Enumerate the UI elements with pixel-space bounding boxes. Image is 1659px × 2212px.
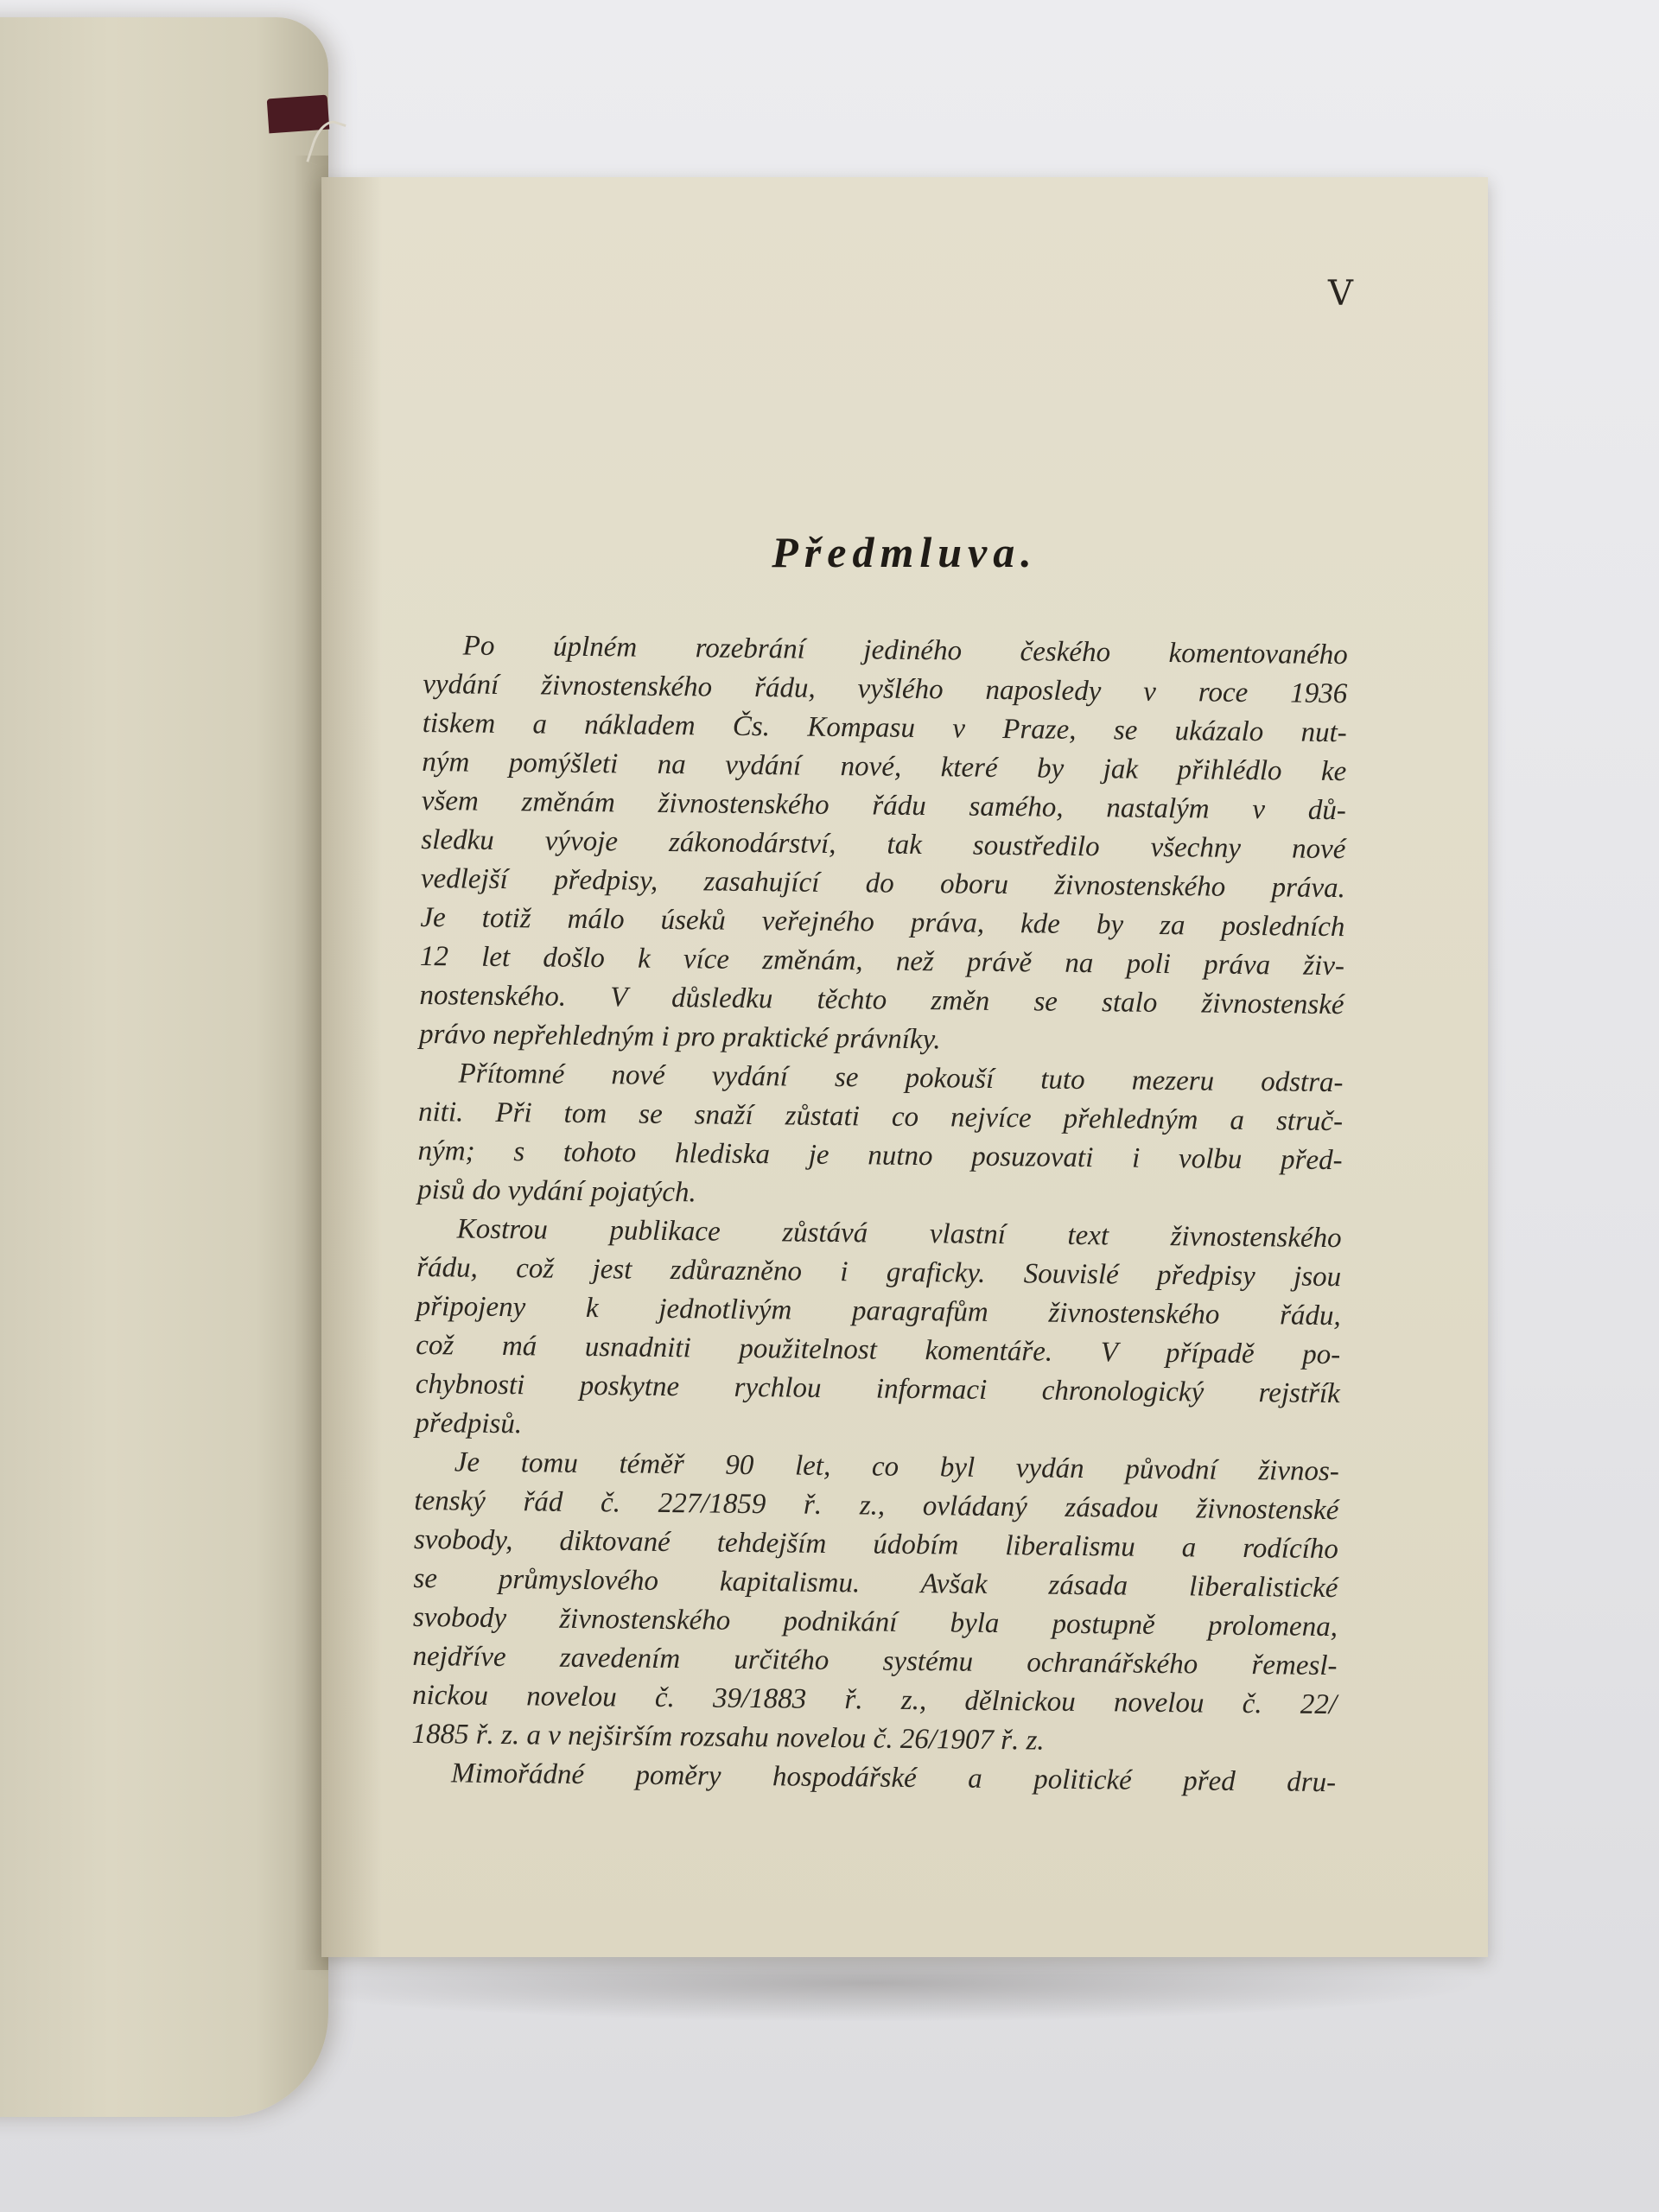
text-line: 1885 ř. z. a v nejširším rozsahu novelou č. 26/1907 ř. z. [411, 1718, 1045, 1757]
preface-text [411, 626, 1348, 1802]
paragraph [415, 1210, 1342, 1452]
text-line: sledku vývoje zákonodárství, tak soustředilo všechny nové [421, 823, 1346, 866]
text-line: pisů do vydání pojatých. [416, 1173, 696, 1209]
text-line: vydání živnostenského řádu, vyšlého naposledy v roce 1936 [423, 668, 1348, 710]
text-line: právo nepřehledným i pro praktické právníky. [418, 1018, 941, 1056]
page-number: V [1328, 274, 1353, 314]
left-page [0, 17, 328, 2117]
text-line: chybnosti poskytne rychlou informaci chronologický rejstřík [415, 1368, 1340, 1410]
text-line: Je totiž málo úseků veřejného práva, kde by za posledních [420, 901, 1345, 944]
text-line: Je tomu téměř 90 let, co byl vydán původní živnos- [454, 1446, 1340, 1488]
text-line: všem změnám živnostenského řádu samého, nastalým v dů- [421, 785, 1347, 827]
text-line: připojeny k jednotlivým paragrafům živnostenského řádu, [416, 1290, 1341, 1332]
text-line: tenský řád č. 227/1859 ř. z., ovládaný zásadou živnostenské [414, 1484, 1339, 1527]
text-line: niti. Při tom se snaží zůstati co nejvíce přehledným a struč- [417, 1096, 1344, 1138]
text-line: Po úplném rozebrání jediného českého komentovaného [462, 630, 1348, 671]
text-line: Mimořádné poměry hospodářské a politické před dru- [450, 1758, 1337, 1799]
text-line: tiskem a nákladem Čs. Kompasu v Praze, se ukázalo nut- [422, 707, 1347, 749]
text-line: vedlejší předpisy, zasahující do oboru živnostenského práva. [420, 862, 1346, 905]
paragraph [419, 626, 1348, 1064]
text-line: se průmyslového kapitalismu. Avšak zásada liberalistické [413, 1562, 1338, 1605]
text-line: svobody živnostenského podnikání byla postupně prolomena, [412, 1601, 1338, 1643]
text-line: nickou novelou č. 39/1883 ř. z., dělnickou novelou č. 22/ [411, 1679, 1338, 1721]
text-line: což má usnadniti použitelnost komentáře. V případě po- [416, 1329, 1341, 1371]
right-page [321, 177, 1488, 1957]
text-line: nostenského. V důsledku těchto změn se stalo živnostenské [419, 979, 1344, 1021]
page-title: Předmluva. [772, 528, 1038, 576]
text-line: nejdříve zavedením určitého systému ochranářského řemesl- [412, 1640, 1338, 1682]
text-line: řádu, což jest zdůrazněno i graficky. Souvislé předpisy jsou [416, 1251, 1342, 1294]
text-line: Přítomné nové vydání se pokouší tuto mezeru odstra- [458, 1058, 1344, 1099]
paragraph [411, 1443, 1339, 1764]
text-line: Kostrou publikace zůstává vlastní text živnostenského [456, 1213, 1342, 1255]
text-line: předpisů. [415, 1407, 523, 1440]
text-line: svobody, diktované tehdejším údobím liberalismu a rodícího [413, 1523, 1339, 1566]
text-line: 12 let došlo k více změnám, než právě na poli práva živ- [419, 940, 1345, 982]
text-line: ným pomýšleti na vydání nové, které by jak přihlédlo ke [422, 746, 1347, 788]
paragraph [417, 1054, 1344, 1219]
text-line: ným; s tohoto hlediska je nutno posuzovati i volbu před- [417, 1135, 1343, 1177]
